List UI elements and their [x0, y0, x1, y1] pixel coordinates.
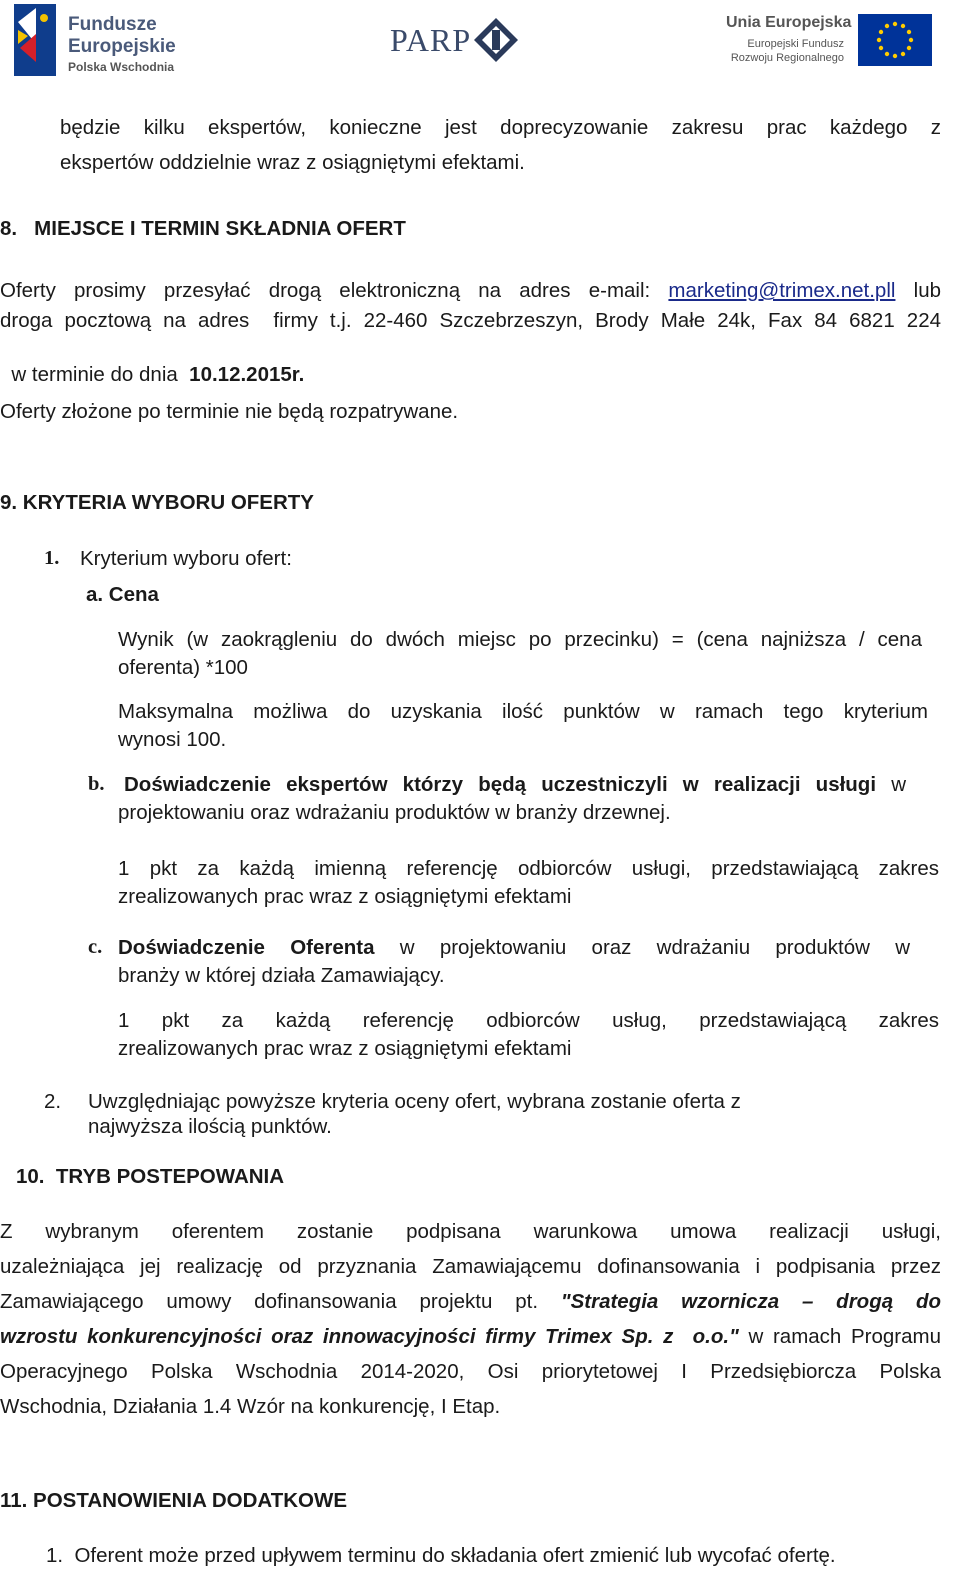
s9-item2-line2: najwyższa ilością punktów. — [88, 1115, 332, 1138]
criterion-a-label: a. Cena — [86, 583, 159, 606]
fe-line2: Europejskie — [68, 36, 176, 57]
criterion-a-p1-line1: Wynik (w zaokrągleniu do dwóch miejsc po przecinku) = (cena najniższa / cena — [118, 628, 922, 651]
project-title-part1: "Strategia wzornicza – drogą do — [560, 1290, 942, 1313]
ue-line3: Rozwoju Regionalnego — [730, 52, 844, 64]
logo-unia-europejska — [722, 14, 932, 70]
section-8-heading: 8. MIEJSCE I TERMIN SKŁADNIA OFERT — [0, 217, 406, 240]
s8-line3 — [0, 339, 304, 387]
s10-line4-post: w ramach Programu — [738, 1325, 941, 1348]
criterion-b-tail: w — [891, 773, 906, 796]
ue-line1: Unia Europejska — [726, 14, 852, 31]
s8-line1-post: lub — [895, 279, 941, 302]
s10-line1: Z wybranym oferentem zostanie podpisana warunkowa umowa realizacji usługi, — [0, 1220, 941, 1243]
s8-line1 — [0, 279, 941, 303]
criterion-b-p-line1: 1 pkt za każdą imienną referencję odbiorców usługi, przedstawiającą zakres — [118, 857, 939, 880]
criterion-b-line2: projektowaniu oraz wdrażaniu produktów w branży drzewnej. — [118, 801, 671, 824]
s10-line5: Operacyjnego Polska Wschodnia 2014-2020, Osi priorytetowej I Przedsiębiorcza Polska — [0, 1360, 941, 1383]
s9-item2-line1: Uwzględniając powyższe kryteria oceny ofert, wybrana zostanie oferta z — [88, 1090, 741, 1113]
criterion-c-title: Doświadczenie Oferenta — [118, 936, 375, 959]
logo-fundusze-europejskie — [14, 4, 194, 78]
s9-item1-num: 1. — [44, 547, 60, 569]
section-10-heading: 10. TRYB POSTEPOWANIA — [16, 1165, 285, 1188]
fe-flag-icon — [14, 4, 56, 76]
criterion-a-p2-line2: wynosi 100. — [118, 728, 227, 751]
criterion-a-p1-line2: oferenta) *100 — [118, 656, 248, 679]
criterion-c-line1 — [118, 936, 910, 960]
s8-line3-text: w terminie do dnia — [11, 363, 190, 386]
para-cont-line2: ekspertów oddzielnie wraz z osiągniętymi efektami. — [60, 151, 525, 174]
section-9-heading: 9. KRYTERIA WYBORU OFERTY — [0, 491, 314, 514]
project-title-part2: wzrostu konkurencyjności oraz innowacyjności firmy Trimex Sp. z o.o." — [0, 1325, 739, 1348]
s8-line1-text: Oferty prosimy przesyłać drogą elektroniczną na adres e-mail: — [0, 279, 669, 302]
s8-late-note: Oferty złożone po terminie nie będą rozpatrywane. — [0, 400, 459, 423]
section-11-heading: 11. POSTANOWIENIA DODATKOWE — [0, 1489, 347, 1512]
criterion-c-p-line2: zrealizowanych prac wraz z osiągniętymi efektami — [118, 1037, 572, 1060]
logo-parp — [390, 16, 530, 66]
ue-line2: Europejski Fundusz — [747, 38, 844, 50]
criterion-c-letter: c. — [88, 936, 103, 958]
criterion-b-letter: b. — [88, 773, 105, 795]
fe-line3: Polska Wschodnia — [68, 60, 175, 74]
s10-line3-text: Zamawiającego umowy dofinansowania projektu pt. — [0, 1290, 539, 1313]
para-cont-line1: będzie kilku ekspertów, konieczne jest doprecyzowanie zakresu prac każdego z — [60, 116, 941, 139]
criterion-c-line2: branży w której działa Zamawiający. — [118, 964, 445, 987]
criterion-a-p2-line1: Maksymalna możliwa do uzyskania ilość punktów w ramach tego kryterium — [118, 700, 928, 723]
email-link[interactable]: marketing@trimex.net.pll — [668, 279, 896, 302]
s10-line6: Wschodnia, Działania 1.4 Wzór na konkurencję, I Etap. — [0, 1395, 501, 1418]
s10-line3 — [0, 1290, 941, 1314]
s9-item1-label: Kryterium wyboru ofert: — [80, 547, 292, 570]
criterion-b-p-line2: zrealizowanych prac wraz z osiągniętymi efektami — [118, 885, 572, 908]
s9-item2-num: 2. — [44, 1090, 62, 1113]
s11-item1: 1. Oferent może przed upływem terminu do składania ofert zmienić lub wycofać ofertę. — [46, 1544, 836, 1567]
criterion-c-p-line1: 1 pkt za każdą referencję odbiorców usług, przedstawiającą zakres — [118, 1009, 939, 1032]
s10-line2: uzależniająca jej realizację od przyznania Zamawiającemu dofinansowania i podpisania przez — [0, 1255, 941, 1278]
deadline-date: 10.12.2015r. — [189, 363, 305, 386]
s10-line4 — [0, 1325, 941, 1349]
criterion-c-tail: w projektowaniu oraz wdrażaniu produktów w — [399, 936, 910, 959]
eu-flag-icon — [858, 14, 932, 66]
criterion-b-line1 — [124, 773, 906, 797]
parp-emblem-icon — [472, 16, 520, 64]
parp-text: PARP — [390, 22, 472, 58]
s8-line2: droga pocztową na adres firmy t.j. 22-460 Szczebrzeszyn, Brody Małe 24k, Fax 84 6821 224 — [0, 309, 941, 332]
criterion-b-title: Doświadczenie ekspertów którzy będą uczestniczyli w realizacji usługi — [124, 773, 877, 796]
fe-line1: Fundusze — [68, 14, 157, 35]
